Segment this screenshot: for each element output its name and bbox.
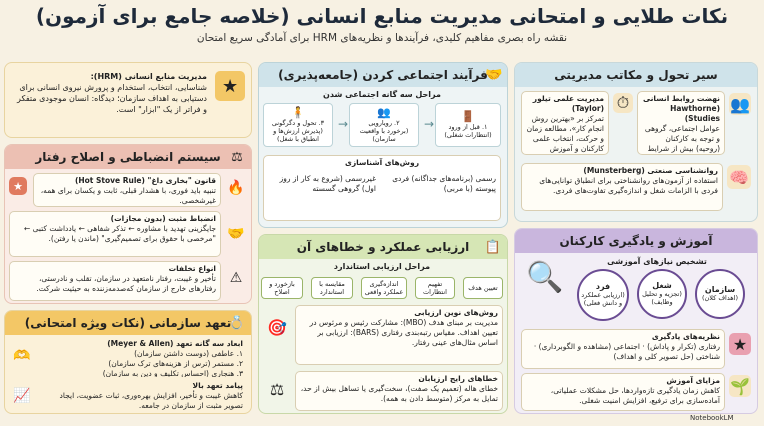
brain-icon: 🧠: [727, 165, 751, 189]
violations-title: انواع تخلفات: [168, 264, 216, 273]
right-column: [514, 62, 758, 414]
star-icon: ★: [729, 333, 751, 355]
arrow-icon: →: [423, 117, 434, 131]
appraisal-step-2: تفهیم انتظارات: [415, 277, 455, 299]
need-person-text: (ارزیابی عملکرد و دانش فعلی): [581, 291, 625, 307]
rings-icon: 💍: [228, 315, 246, 331]
munsterberg-text: استفاده از آزمون‌های روانشناختی برای انطباق توانایی‌های فردی با الزامات شغل و اندازه‌گیری تفاوت‌های فردی.: [539, 176, 718, 195]
benefits-box: [521, 373, 725, 411]
new-methods-title: روش‌های نوین ارزیابی: [414, 308, 498, 317]
errors-box: [295, 371, 503, 411]
need-organization-text: (اهداف کلان): [701, 294, 739, 302]
training-header: آموزش و یادگیری کارکنان: [515, 229, 757, 253]
positive-text: جایگزینی تهدید با مشاوره ← تذکر شفاهی ← یادداشت کتبی ← "مرخصی با حقوق برای تصمیم‌گیری" (ماندن یا رفتن).: [23, 224, 216, 243]
methods-title: روش‌های آشناسازی: [344, 158, 420, 167]
page-subtitle: نقشه راه بصری مفاهیم کلیدی، فرآیندها و نظریه‌های HRM برای آمادگی سریع امتحان: [196, 32, 568, 44]
commitment-header: تعهد سازمانی (نکات ویژه امتحانی): [5, 311, 251, 335]
stage-1: [435, 103, 501, 147]
group-icon: 👥: [377, 106, 391, 119]
star-icon: ★: [215, 71, 245, 101]
theories-c: شناختی (حل تصویر کلی و اهداف): [613, 352, 720, 361]
appraisal-step-1: تعیین هدف: [463, 277, 503, 299]
magnifier-icon: 🔍: [526, 259, 564, 295]
need-job-title: شغل: [652, 281, 672, 290]
arrow-icon: →: [337, 117, 348, 131]
appraisal-step-4: مقایسه با استاندارد: [311, 277, 353, 299]
stove-title: قانون "بخاری داغ" (Hot Stove Rule): [74, 176, 216, 185]
need-organization-title: سازمان: [704, 285, 736, 294]
hrm-view: دیدگاه: انسان موجودی متفکر و فراتر از یک "ابزار" است.: [17, 94, 207, 114]
need-job: [637, 269, 687, 319]
dimensions-title: ابعاد سه گانه تعهد (Meyer & Allen): [107, 339, 243, 348]
hawthorne-title: نهضت روابط انسانی (Hawthorne Studies): [643, 94, 720, 123]
scale-icon: ⚖: [269, 379, 285, 399]
bars-text: مقیاس رتبه‌بندی رفتاری (BARS): ارزیابی بر اساس مثال‌های عینی رفتار.: [317, 328, 498, 347]
theories-b: اجتماعی (مشاهده و الگوبرداری): [538, 342, 640, 351]
heart-hands-icon: 🫶: [13, 348, 31, 364]
growth-icon: 🌱: [730, 376, 750, 396]
need-job-text: (تجزیه و تحلیل وظایف): [642, 290, 682, 306]
violations-box: [9, 261, 221, 301]
stage-1-label: ۱. قبل از ورود: [448, 123, 488, 131]
dimension-3: ۳. هنجاری (احساس تکلیف و دین به سازمان): [102, 369, 243, 377]
need-person: [577, 269, 629, 321]
appraisal-header: ارزیابی عملکرد و خطاهای آن: [259, 235, 507, 259]
door-icon: 🚪: [461, 110, 475, 123]
munsterberg-title: روانشناسی صنعتی (Munsterberg): [583, 166, 718, 175]
theories-box: نظریه‌های یادگیری رفتاری (تکرار و پاداش) · اجتماعی (مشاهده و الگوبرداری) · شناختی (حل تصویر کلی و اهداف): [521, 329, 725, 369]
result-box: [41, 379, 247, 413]
stage-2-sub: (برخورد با واقعیت سازمان): [359, 127, 409, 143]
result-title: پیامد تعهد بالا: [192, 381, 243, 390]
benefits-text: کاهش زمان یادگیری تازه‌واردها، حل مشکلات عملیاتی، آماده‌سازی برای ترفیع، افزایش امنیت شغلی.: [550, 386, 720, 405]
new-methods-box: [295, 305, 503, 365]
handshake-icon: 🤝: [227, 226, 245, 242]
schools-header: سیر تحول و مکاتب مدیریتی: [515, 63, 757, 87]
commitment-panel: [4, 310, 252, 414]
taylor-box: [521, 91, 609, 155]
mbo-text: مدیریت بر مبنای هدف (MBO): مشارکت رئیس و مرئوس در تعیین اهداف.: [309, 318, 498, 337]
schools-panel: [514, 62, 758, 222]
appraisal-panel: [258, 234, 508, 414]
dimension-2: ۲. مستمر (ترس از هزینه‌های ترک سازمان): [108, 359, 243, 368]
stove-icon: 🔥: [227, 180, 245, 196]
theories-title: نظریه‌های یادگیری: [651, 332, 720, 341]
stage-3-sub: (پذیرش ارزش‌ها و انطباق با شغل): [273, 127, 323, 143]
theories-a: رفتاری (تکرار و پاداش): [647, 342, 720, 351]
violations-text: تأخیر و غیبت، رفتار نامتعهد در سازمان، تقلب و نادرستی، رفتارهای خارج از سازمان که‌صدمه‌زننده به حیثیت شرکت.: [36, 274, 216, 293]
munsterberg-box: [521, 163, 723, 211]
methods-box: [263, 155, 501, 221]
alert-icon: ⚠: [229, 270, 243, 286]
need-organization: [695, 269, 745, 319]
handshake-icon: 🤝: [485, 67, 503, 83]
socialization-panel: [258, 62, 508, 228]
growth-icon: 📈: [13, 388, 31, 404]
appraisal-step-3: اندازه‌گیری عملکرد واقعی: [361, 277, 407, 299]
training-panel: [514, 228, 758, 414]
stage-3-label: ۳. تحول و دگرگونی: [271, 119, 325, 127]
hawthorne-icon: 👥: [730, 94, 750, 114]
stages-title: مراحل سه گانه اجتماعی شدن: [323, 90, 441, 99]
stove-box: [33, 173, 221, 207]
appraisal-step-5: بازخورد و اصلاح: [261, 277, 303, 299]
hawthorne-box: [637, 91, 725, 155]
person-icon: 🧍: [291, 106, 305, 119]
benefits-title: مزایای آموزش: [666, 376, 720, 385]
stage-1-sub: (انتظارات شغلی): [444, 131, 492, 139]
taylor-text: تمرکز بر «بهترین روش انجام کار»، مطالعه زمان و حرکت، انتخاب علمی کارکنان و آموزش: [526, 114, 604, 153]
hawthorne-text: عوامل اجتماعی، گروهی و توجه به کارکنان (روحیه) بیش از شرایط: [644, 124, 720, 153]
stage-2: [349, 103, 419, 147]
scale-icon: ⚖: [231, 149, 243, 165]
hrm-title: مدیریت منابع انسانی (HRM):: [90, 72, 207, 81]
hrm-box: [11, 69, 211, 133]
hrm-text: شناسایی، انتخاب، استخدام و پرورش نیروی انسانی برای دستیابی به اهداف سازمان؛: [19, 83, 207, 103]
warning-star-icon: ★: [9, 177, 27, 195]
positive-title: انضباط مثبت (بدون مجازات): [110, 214, 216, 223]
left-column: [4, 62, 252, 414]
stage-2-label: ۲. رویارویی: [368, 119, 400, 127]
middle-column: [258, 62, 508, 414]
target-icon: 🎯: [267, 317, 287, 337]
taylor-title: مدیریت علمی تیلور (Taylor): [532, 94, 604, 113]
stage-3: [263, 103, 333, 147]
clipboard-icon: 📋: [484, 239, 502, 255]
footer-brand: NotebookLM: [690, 414, 734, 422]
page-title: نکات طلایی و امتحانی مدیریت منابع انسانی (خلاصه جامع برای آزمون): [35, 4, 729, 28]
taylor-icon: ⏱: [613, 93, 633, 113]
method-informal: غیررسمی (شروع به کار از روز اول) گروهی گسسته: [279, 174, 376, 193]
socialization-header: فرآیند اجتماعی کردن (جامعه‌پذیری): [259, 63, 507, 87]
dimensions-box: [41, 337, 247, 377]
errors-title: خطاهای رایج ارزیابان: [418, 374, 498, 383]
hrm-panel: [4, 62, 252, 138]
errors-text: خطای هاله (تعمیم یک صفت)، سخت‌گیری یا تساهل بیش از حد، تمایل به مرکز (متوسط دادن به همه).: [300, 384, 498, 403]
stove-text: تنبیه باید فوری، با هشدار قبلی، ثابت و یکسان برای همه، غیرشخصی.: [40, 186, 216, 205]
positive-box: [9, 211, 221, 257]
discipline-header: سیستم انضباطی و اصلاح رفتار: [5, 145, 251, 169]
need-person-title: فرد: [595, 282, 611, 291]
result-text: کاهش غیبت و تأخیر، افزایش بهره‌وری، ثبات عضویت، ایجاد تصویر مثبت از سازمان در جامعه.: [59, 391, 243, 410]
dimension-1: ۱. عاطفی (دوست داشتن سازمان): [134, 349, 243, 358]
discipline-panel: [4, 144, 252, 304]
method-formal: رسمی (برنامه‌های جداگانه) فردی پیوسته (با مربی): [392, 174, 496, 193]
appraisal-steps-title: مراحل ارزیابی استاندارد: [333, 262, 431, 271]
needs-title: تشخیص نیازهای آموزشی: [607, 257, 707, 266]
